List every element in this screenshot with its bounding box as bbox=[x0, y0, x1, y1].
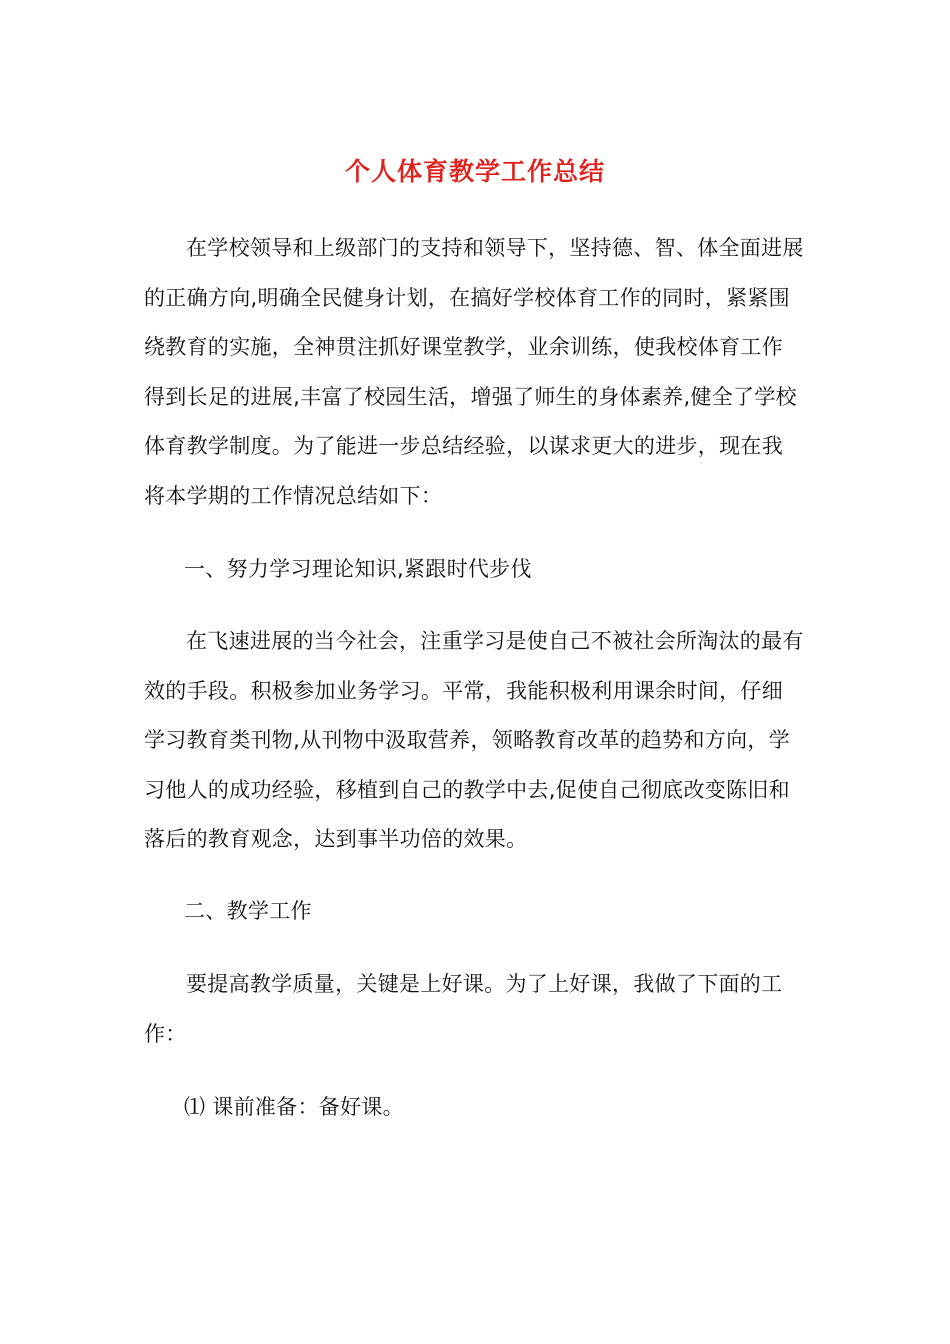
section-heading-2: 二、教学工作 bbox=[184, 899, 312, 923]
intro-paragraph: 在学校领导和上级部门的支持和领导下，坚持德、智、体全面进展的正确方向,明确全民健身计划，在搞好学校体育工作的同时，紧紧围绕教育的实施，全神贯注抓好课堂教学，业余训练，使我校体育工作得到长足的进展,丰富了校园生活，增强了师生的身体素养,健全了学校体育教学制度。为了能进一步总结经验，以谋求更大的进步，现在我将本学期的工作情况总结如下： bbox=[144, 236, 804, 508]
section-paragraph-1: 在飞速进展的当今社会，注重学习是使自己不被社会所淘汰的最有效的手段。积极参加业务学习。平常，我能积极利用课余时间，仔细学习教育类刊物,从刊物中汲取营养，领略教育改革的趋势和方向，学习他人的成功经验，移植到自己的教学中去,促使自己彻底改变陈旧和落后的教育观念，达到事半功倍的效果。 bbox=[144, 629, 804, 851]
document-title: 个人体育教学工作总结 bbox=[344, 157, 605, 186]
section-paragraph-2: 要提高教学质量，关键是上好课。为了上好课，我做了下面的工作： bbox=[144, 972, 783, 1046]
list-item-1: ⑴ 课前准备：备好课。 bbox=[184, 1095, 404, 1119]
section-heading-1: 一、努力学习理论知识,紧跟时代步伐 bbox=[184, 557, 532, 581]
